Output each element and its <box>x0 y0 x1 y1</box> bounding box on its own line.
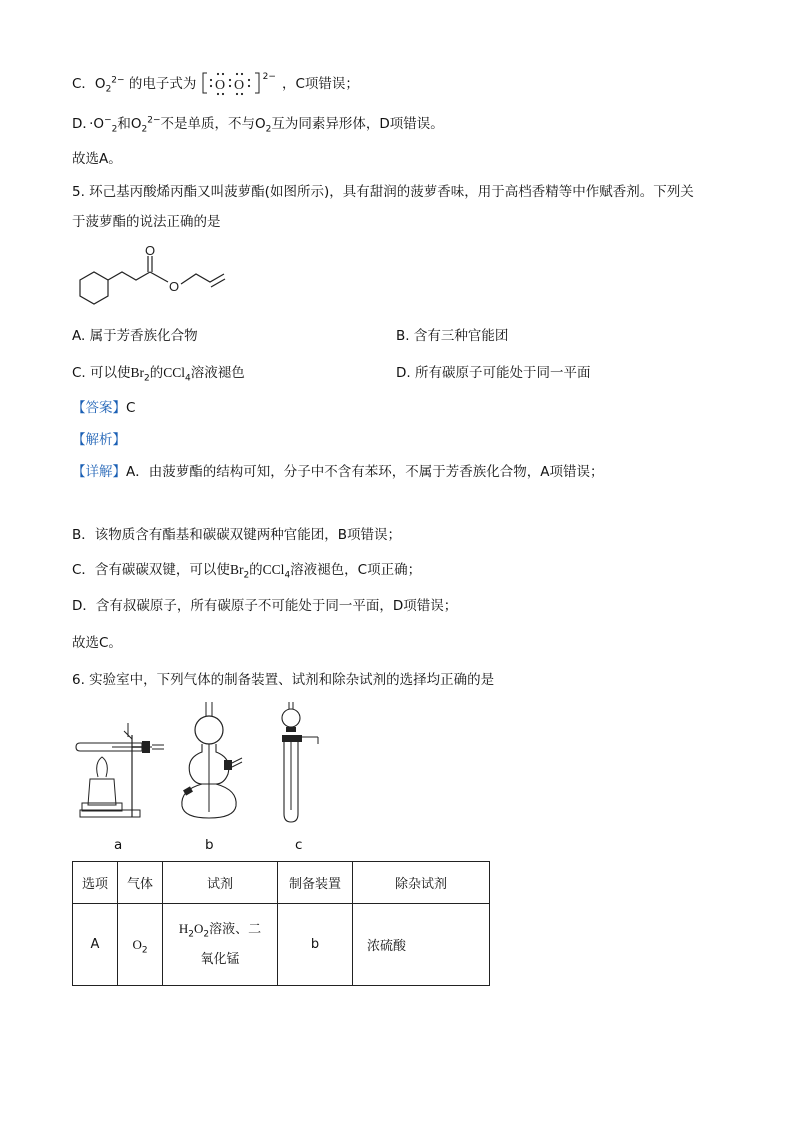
detail-c-ccl-sub: 4 <box>284 570 291 581</box>
header-reagent: 试剂 <box>163 862 278 904</box>
q6-option-table <box>72 861 490 986</box>
analysis-label: 【解析】 <box>72 432 126 448</box>
cell-gas-formula: O <box>132 936 142 952</box>
choose-c: 故选C。 <box>72 635 122 651</box>
table-header-row <box>73 862 490 904</box>
q6-stem: 6. 实验室中，下列气体的制备装置、试剂和除杂试剂的选择均正确的是 <box>72 672 495 688</box>
q5-answer <box>72 398 135 418</box>
item-d-sub3: 2 <box>265 124 272 135</box>
q5-analysis-label <box>72 430 126 450</box>
detail-c-br-sub: 2 <box>243 570 250 581</box>
carbonyl-oxygen-label: O <box>145 244 156 258</box>
reagent-line1-post: 溶液、二 <box>209 922 262 937</box>
q5-option-c-post: 溶液褪色 <box>190 365 245 381</box>
reagent-sub1: 2 <box>188 929 194 940</box>
item-c-ion-sup: 2− <box>111 75 125 86</box>
q5-option-c-br: Br <box>130 365 145 380</box>
q5-option-c-ccl: CCl <box>163 365 186 380</box>
detail-c-post: 溶液褪色，C项正确； <box>290 562 422 578</box>
item-d-line <box>72 114 444 134</box>
detail-label: 【详解】 <box>72 464 126 480</box>
ester-oxygen-label: O <box>169 279 180 294</box>
item-d-middle: 不是单质，不与O <box>160 116 266 132</box>
q5-option-d: D. 所有碳原子可能处于同一平面 <box>396 365 591 381</box>
svg-text:O: O <box>233 78 244 93</box>
detail-c-mid: 的 <box>249 562 263 578</box>
cell-purifier: 浓硫酸 <box>353 904 490 986</box>
label-b: b <box>205 837 214 853</box>
item-d-sub1: 2 <box>111 124 118 135</box>
item-d-suffix: 互为同素异形体，D项错误。 <box>271 116 444 132</box>
svg-text:O: O <box>214 78 225 93</box>
item-c-ion-sub: 2 <box>105 84 112 95</box>
header-option: 选项 <box>73 862 118 904</box>
apparatus-b-kipp-generator <box>172 700 252 825</box>
item-d-and: 和O <box>117 116 142 132</box>
q5-option-a: A. 属于芳香族化合物 <box>72 328 198 344</box>
label-c: c <box>295 837 303 853</box>
q5-option-c <box>72 363 245 383</box>
q5-detail-c <box>72 560 421 580</box>
item-d-sup2: 2− <box>147 115 161 126</box>
item-d-sub2: 2 <box>141 124 148 135</box>
answer-value: C <box>126 400 136 416</box>
reagent-o: O <box>193 921 204 936</box>
item-c-suffix: ，C项错误； <box>281 76 359 92</box>
cell-gas-sub: 2 <box>141 945 148 956</box>
q5-stem-line1: 5. 环己基丙酸烯丙酯又叫菠萝酯(如图所示)，具有甜润的菠萝香味，用于高档香精等中作赋香剂。下列关 <box>72 184 694 200</box>
header-device: 制备装置 <box>278 862 353 904</box>
detail-c-br: Br <box>229 562 244 577</box>
detail-a-text: A．由菠萝酯的结构可知，分子中不含有苯环，不属于芳香族化合物，A项错误； <box>126 464 604 480</box>
table-row <box>73 904 490 986</box>
item-d-sup1: − <box>104 115 112 126</box>
cell-gas <box>118 904 163 986</box>
cell-reagent <box>163 904 278 986</box>
detail-c-ccl: CCl <box>262 562 285 577</box>
item-c-prefix: C．O <box>72 76 106 92</box>
choose-a: 故选A。 <box>72 151 122 167</box>
reagent-h: H <box>178 921 189 936</box>
q5-stem-line2: 于菠萝酯的说法正确的是 <box>72 214 221 230</box>
reagent-sub2: 2 <box>203 929 210 940</box>
item-c-line <box>72 71 359 97</box>
detail-c-pre: C．含有碳碳双键，可以使 <box>72 562 230 578</box>
header-purifier: 除杂试剂 <box>353 862 490 904</box>
apparatus-c-test-tube-funnel <box>270 700 330 825</box>
item-d-prefix: D．·O <box>72 116 105 132</box>
header-gas: 气体 <box>118 862 163 904</box>
item-c-middle: 的电子式为 <box>128 76 197 92</box>
q5-option-c-br-sub: 2 <box>144 373 150 384</box>
q5-option-c-mid: 的 <box>149 365 164 381</box>
answer-label: 【答案】 <box>72 400 126 416</box>
q5-option-b: B. 含有三种官能团 <box>396 328 509 344</box>
label-a: a <box>114 837 123 853</box>
reagent-line2: 氧化锰 <box>200 952 240 967</box>
q5-detail-a <box>72 462 603 482</box>
cell-device: b <box>278 904 353 986</box>
item-c-charge: 2− <box>262 71 276 82</box>
q5-detail-d: D．含有叔碳原子，所有碳原子不可能处于同一平面，D项错误； <box>72 598 458 614</box>
pineapple-ester-structure <box>72 244 242 314</box>
q5-option-c-ccl-sub: 4 <box>185 373 191 384</box>
apparatus-a-heating-tube <box>72 715 172 825</box>
cell-option: A <box>73 904 118 986</box>
q5-option-c-pre: C. 可以使 <box>72 365 131 381</box>
q5-detail-b: B．该物质含有酯基和碳碳双键两种官能团，B项错误； <box>72 527 402 543</box>
